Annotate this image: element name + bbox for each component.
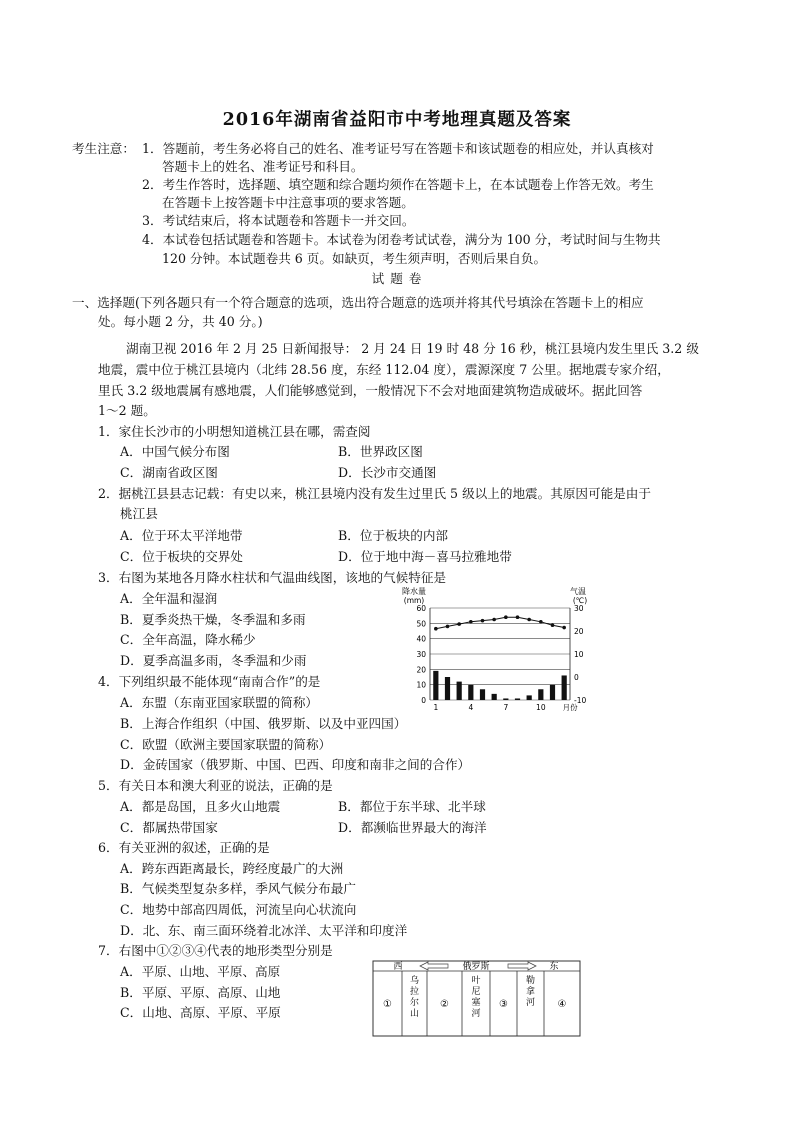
y-left-tick: 20 (416, 665, 426, 675)
passage-line: 里氏 3.2 级地震属有感地震，人们能够感觉到，一般情况下不会对地面建筑物造成破坏。据此回答 (98, 383, 643, 398)
option-a: A．跨东西距离最长，跨经度最广的大洲 (120, 861, 344, 876)
y-left-tick: 50 (416, 619, 426, 629)
temperature-line (436, 617, 564, 629)
question-stem: 6．有关亚洲的叙述，正确的是 (98, 840, 270, 855)
terrain-feature-label: 叶 (471, 976, 481, 986)
question-stem: 2．据桃江县县志记载：有史以来，桃江县境内没有发生过里氏 5 级以上的地震。其原因可能是由于 (98, 486, 651, 501)
temperature-point (469, 620, 473, 624)
question-stem: 5．有关日本和澳大利亚的说法，正确的是 (98, 778, 333, 793)
x-tick: 1 (433, 703, 439, 712)
temperature-point (527, 618, 531, 622)
option-d: D．北、东、南三面环绕着北冰洋、太平洋和印度洋 (120, 923, 408, 938)
notice-item-2-cont: 在答题卡上按答题卡中注意事项的要求答题。 (162, 195, 414, 210)
x-tick: 4 (468, 703, 474, 712)
option-d: D．都濒临世界最大的海洋 (338, 820, 487, 835)
terrain-region-label: ② (440, 999, 449, 1010)
east-arrow-icon (508, 962, 536, 970)
y-right-tick: 20 (574, 627, 584, 636)
option-d: D．长沙市交通图 (338, 465, 437, 480)
precip-bar (480, 689, 485, 700)
terrain-feature-label: 尔 (409, 998, 420, 1008)
climate-chart (392, 584, 592, 714)
y-right-tick: -10 (574, 696, 587, 705)
diagram-country-label: 俄罗斯 (462, 962, 490, 972)
precip-bar (445, 677, 450, 700)
terrain-feature-label: 河 (471, 1009, 481, 1019)
option-b: B．气候类型复杂多样，季风气候分布最广 (120, 881, 356, 896)
option-b: B．位于板块的内部 (338, 528, 449, 543)
temperature-point (434, 627, 438, 631)
precip-bar (562, 675, 567, 700)
x-tick: 10 (536, 703, 546, 712)
notice-item-1-cont: 答题卡上的姓名、准考证号和科目。 (162, 159, 364, 174)
precip-bar (468, 685, 473, 700)
option-d: D．夏季高温多雨，冬季温和少雨 (120, 653, 307, 668)
option-c: C．湖南省政区图 (120, 465, 218, 480)
option-c: C．都属热带国家 (120, 820, 218, 835)
temperature-point (551, 623, 555, 627)
y-left-tick: 0 (421, 696, 426, 705)
temperature-point (516, 615, 520, 619)
page-title: 2016年湖南省益阳市中考地理真题及答案 (222, 110, 572, 130)
y-right-tick: 30 (574, 604, 584, 613)
y-left-unit: (mm) (403, 596, 425, 605)
terrain-feature-label: 乌 (409, 976, 420, 986)
y-left-tick: 40 (416, 634, 426, 644)
option-b: B．夏季炎热干燥，冬季温和多雨 (120, 612, 306, 627)
question-stem-cont: 桃江县 (120, 506, 158, 521)
y-left-tick: 30 (416, 650, 426, 659)
option-c: C．位于板块的交界处 (120, 549, 243, 564)
option-b: B．世界政区图 (338, 444, 423, 459)
precip-bar (527, 695, 532, 700)
diagram-east-label: 东 (549, 962, 559, 972)
west-arrow-icon (420, 962, 448, 970)
option-a: A．都是岛国，且多火山地震 (120, 799, 281, 814)
option-c: C．山地、高原、平原、平原 (120, 1005, 281, 1020)
precip-bar (515, 698, 520, 700)
temperature-point (562, 626, 566, 630)
option-a: A．位于环太平洋地带 (120, 528, 243, 543)
option-c: C．全年高温，降水稀少 (120, 632, 256, 647)
terrain-feature-label: 山 (409, 1009, 420, 1019)
notice-item-4-cont: 120 分钟。本试题卷共 6 页。如缺页，考生须声明，否则后果自负。 (162, 251, 547, 266)
temperature-point (446, 625, 450, 629)
y-left-tick: 60 (416, 604, 426, 613)
y-right-tick: 10 (574, 650, 584, 659)
notice-label: 考生注意： (72, 141, 135, 156)
passage-line: 湖南卫视 2016 年 2 月 25 日新闻报导： 2 月 24 日 19 时 48 分 16 秒，桃江县境内发生里氏 3.2 级 (126, 341, 699, 356)
option-b: B．上海合作组织（中国、俄罗斯、以及中亚四国） (120, 716, 407, 731)
precip-bar (538, 689, 543, 700)
temperature-point (457, 622, 461, 626)
notice-item-4: 4．本试卷包括试题卷和答题卡。本试卷为闭卷考试试卷，满分为 100 分，考试时间与生物共 (142, 232, 661, 247)
option-b: B．都位于东半球、北半球 (338, 799, 486, 814)
question-stem: 3．右图为某地各月降水柱状和气温曲线图，该地的气候特征是 (98, 570, 447, 585)
terrain-region-label: ① (383, 999, 392, 1010)
option-a: A．中国气候分布图 (120, 444, 230, 459)
precip-bar (433, 671, 438, 700)
y-right-tick: 0 (574, 673, 579, 682)
terrain-feature-label: 拿 (525, 987, 536, 997)
y-right-unit: (℃) (572, 596, 588, 605)
option-b: B．平原、平原、高原、山地 (120, 985, 281, 1000)
option-d: D．位于地中海－喜马拉雅地带 (338, 549, 512, 564)
question-stem: 4．下列组织最不能体现“南南合作”的是 (98, 674, 321, 689)
section-heading-cont: 处。每小题 2 分，共 40 分。) (98, 314, 263, 329)
precip-bar (550, 685, 555, 700)
terrain-feature-label: 拉 (409, 987, 420, 997)
section-subtitle: 试 题 卷 (371, 271, 423, 286)
precip-bar (503, 698, 508, 700)
terrain-region-label: ③ (499, 999, 508, 1010)
option-c: C．地势中部高四周低，河流呈向心状流向 (120, 902, 357, 917)
diagram-west-label: 西 (393, 962, 403, 972)
notice-item-3: 3．考试结束后，将本试题卷和答题卡一并交回。 (142, 213, 415, 228)
terrain-diagram (372, 959, 582, 1039)
notice-item-1: 1．答题前，考生务必将自己的姓名、准考证号写在答题卡和该试题卷的相应处，并认真核对 (142, 141, 654, 156)
notice-item-2: 2．考生作答时，选择题、填空题和综合题均须作在答题卡上，在本试题卷上作答无效。考生 (142, 177, 654, 192)
y-right-label: 气温 (570, 587, 586, 596)
terrain-feature-label: 河 (525, 998, 536, 1008)
y-left-label: 降水量 (402, 587, 426, 596)
section-heading: 一、选择题(下列各题只有一个符合题意的选项，选出符合题意的选项并将其代号填涂在答题卡上的相应 (72, 295, 644, 310)
option-d: D．金砖国家（俄罗斯、中国、巴西、印度和南非之间的合作） (120, 757, 471, 772)
question-stem: 7．右图中①②③④代表的地形类型分别是 (98, 943, 333, 958)
terrain-region-label: ④ (557, 999, 567, 1010)
terrain-feature-label: 塞 (471, 998, 481, 1008)
option-a: A．全年温和湿润 (120, 591, 218, 606)
option-a: A．东盟（东南亚国家联盟的简称） (120, 695, 319, 710)
passage-line: 1～2 题。 (98, 403, 156, 418)
temperature-point (504, 615, 508, 619)
precip-bar (457, 682, 462, 700)
question-stem: 1．家住长沙市的小明想知道桃江县在哪，需查阅 (98, 424, 371, 439)
option-c: C．欧盟（欧洲主要国家联盟的简称） (120, 737, 332, 752)
temperature-point (481, 619, 485, 623)
temperature-point (492, 618, 496, 622)
temperature-point (539, 620, 543, 624)
x-unit-label: 月份 (562, 703, 578, 712)
passage-line: 地震，震中位于桃江县境内（北纬 28.56 度，东经 112.04 度），震源深度 7 公里。据地震专家介绍， (98, 362, 670, 377)
y-left-tick: 10 (416, 680, 426, 690)
precip-bar (492, 694, 497, 700)
option-a: A．平原、山地、平原、高原 (120, 964, 281, 979)
x-tick: 7 (503, 703, 509, 712)
terrain-feature-label: 尼 (471, 987, 481, 997)
terrain-feature-label: 勒 (525, 976, 536, 986)
